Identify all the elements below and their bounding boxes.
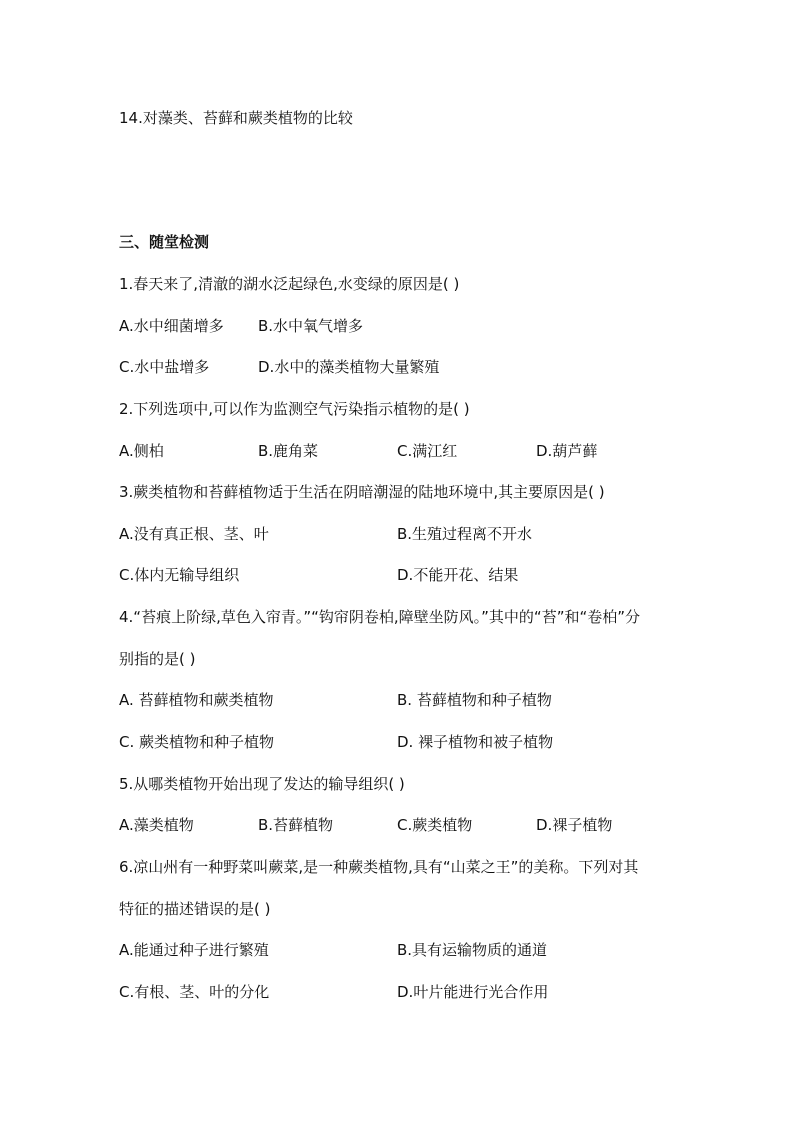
option-b: B.生殖过程离不开水 <box>397 525 533 543</box>
question-1-stem: 1.春天来了,清澈的湖水泛起绿色,水变绿的原因是( ) <box>119 275 460 293</box>
option-c: C.蕨类植物 <box>397 816 473 834</box>
option-c: C.水中盐增多 <box>119 358 210 376</box>
question-4-stem-line-2: 别指的是( ) <box>119 650 196 668</box>
question-1-options-row-1 <box>119 316 719 336</box>
option-b: B.苔藓植物 <box>258 816 334 834</box>
option-c: C.体内无输导组织 <box>119 566 240 584</box>
item-14: 14.对藻类、苔藓和蕨类植物的比较 <box>119 109 353 127</box>
question-2-stem: 2.下列选项中,可以作为监测空气污染指示植物的是( ) <box>119 400 470 418</box>
option-a: A.水中细菌增多 <box>119 317 224 335</box>
option-c: C.有根、茎、叶的分化 <box>119 983 270 1001</box>
question-6-stem-line-2: 特征的描述错误的是( ) <box>119 900 271 918</box>
option-a: A.能通过种子进行繁殖 <box>119 941 269 959</box>
question-5-stem: 5.从哪类植物开始出现了发达的输导组织( ) <box>119 775 405 793</box>
question-5-options-row <box>119 815 719 835</box>
question-4-stem-line-1: 4.“苔痕上阶绿,草色入帘青。”“钩帘阴卷柏,障壁坐防风。”其中的“苔”和“卷柏”分 <box>119 608 641 626</box>
option-b: B. 苔藓植物和种子植物 <box>397 691 552 709</box>
option-d: D.水中的藻类植物大量繁殖 <box>258 358 440 376</box>
option-d: D.裸子植物 <box>536 816 613 834</box>
question-1-options-row-2 <box>119 357 719 377</box>
option-d: D. 裸子植物和被子植物 <box>397 733 554 751</box>
option-b: B.鹿角菜 <box>258 442 319 460</box>
question-6-options-row-2 <box>119 982 719 1002</box>
option-d: D.葫芦藓 <box>536 442 598 460</box>
section-title: 三、随堂检测 <box>119 233 210 251</box>
option-d: D.不能开花、结果 <box>397 566 519 584</box>
question-3-options-row-1 <box>119 524 719 544</box>
question-4-options-row-1 <box>119 690 719 710</box>
option-c: C.满江红 <box>397 442 458 460</box>
option-a: A.侧柏 <box>119 442 164 460</box>
option-a: A. 苔藓植物和蕨类植物 <box>119 691 274 709</box>
option-c: C. 蕨类植物和种子植物 <box>119 733 275 751</box>
question-3-options-row-2 <box>119 565 719 585</box>
option-d: D.叶片能进行光合作用 <box>397 983 549 1001</box>
option-b: B.具有运输物质的通道 <box>397 941 548 959</box>
option-b: B.水中氧气增多 <box>258 317 364 335</box>
option-a: A.没有真正根、茎、叶 <box>119 525 269 543</box>
question-6-options-row-1 <box>119 940 719 960</box>
question-4-options-row-2 <box>119 732 719 752</box>
question-2-options-row <box>119 441 719 461</box>
question-3-stem: 3.蕨类植物和苔藓植物适于生活在阴暗潮湿的陆地环境中,其主要原因是( ) <box>119 483 605 501</box>
question-6-stem-line-1: 6.凉山州有一种野菜叫蕨菜,是一种蕨类植物,具有“山菜之王”的美称。下列对其 <box>119 858 639 876</box>
option-a: A.藻类植物 <box>119 816 194 834</box>
